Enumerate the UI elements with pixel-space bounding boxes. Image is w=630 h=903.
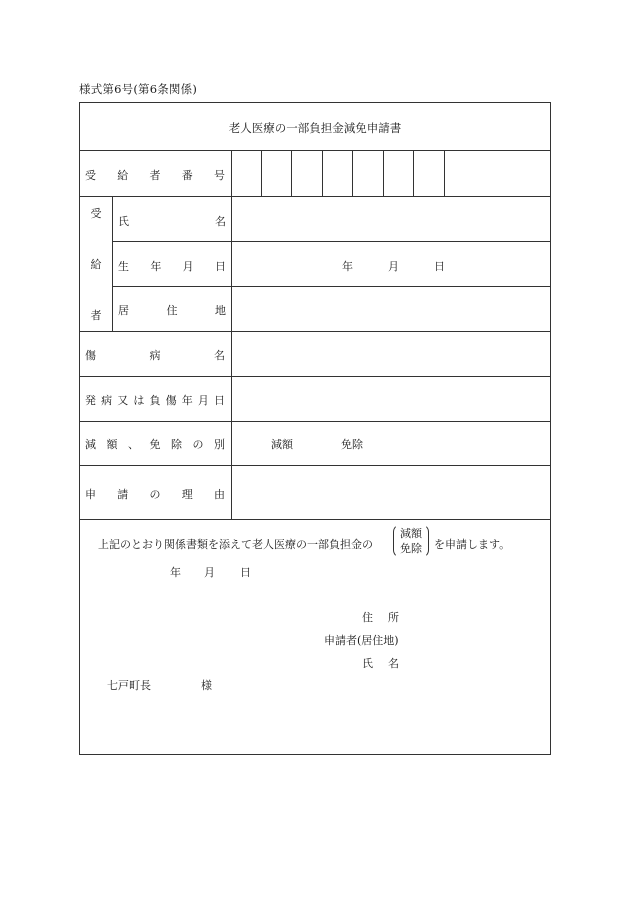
label-char: 者 [90, 309, 102, 322]
label-char: 給 [117, 169, 129, 182]
label-char: 名 [214, 349, 225, 362]
label-char: 給 [90, 258, 102, 271]
row-divider [80, 376, 550, 377]
birth-month-marker: 月 [388, 260, 399, 273]
label-char: 生 [118, 260, 129, 273]
recipient-group-divider [112, 196, 113, 331]
label-char: 負 [149, 394, 161, 407]
type-option-exemption: 免除 [341, 438, 363, 451]
type-option-reduction: 減額 [271, 438, 293, 451]
label-char: 名 [215, 215, 226, 228]
label-char: 請 [117, 488, 129, 501]
number-box-divider [291, 150, 292, 196]
label-char: 由 [214, 488, 225, 501]
label-char: 免 [149, 438, 161, 451]
label-char: 受 [90, 207, 102, 220]
label-char: 別 [214, 438, 225, 451]
label-char: 住 [166, 304, 178, 317]
applicant-name-label-2: 名 [388, 657, 399, 670]
label-char: 年 [150, 260, 162, 273]
label-char: 病 [149, 349, 161, 362]
row-divider [112, 241, 550, 242]
label-char: 日 [214, 394, 225, 407]
label-column-divider [231, 150, 232, 519]
label-char: 月 [197, 394, 209, 407]
number-box-divider [383, 150, 384, 196]
label-char: 減 [85, 438, 96, 451]
label-char: 除 [171, 438, 182, 451]
honorific: 様 [201, 679, 212, 692]
label-char: 傷 [165, 394, 177, 407]
reduction-exemption-type-label [85, 436, 225, 452]
row-divider [80, 196, 550, 197]
label-char: 理 [181, 488, 193, 501]
reason-label [85, 486, 225, 502]
number-box-divider [352, 150, 353, 196]
applicant-name-label-1: 氏 [362, 657, 373, 670]
label-char: 者 [149, 169, 161, 182]
application-month-marker: 月 [204, 566, 215, 579]
label-char: 年 [181, 394, 193, 407]
row-divider [80, 421, 550, 422]
applicant-address-label-1: 住 [362, 611, 373, 624]
label-char: の [192, 438, 204, 451]
name-label [118, 213, 226, 229]
label-char: は [133, 394, 145, 407]
row-divider [80, 150, 550, 151]
row-divider [112, 286, 550, 287]
label-char: 発 [85, 394, 96, 407]
application-form [79, 102, 551, 755]
label-char: 受 [85, 169, 96, 182]
row-divider [80, 465, 550, 466]
label-char: の [149, 488, 161, 501]
birth-date-label [118, 258, 226, 274]
statement-bracket-options: 減額 免除 [400, 527, 422, 555]
label-char: 番 [181, 169, 193, 182]
label-char: 地 [215, 304, 226, 317]
label-char: 居 [118, 304, 129, 317]
birth-day-marker: 日 [434, 260, 445, 273]
label-char: 申 [85, 488, 96, 501]
label-char: 日 [214, 260, 226, 273]
row-divider [80, 331, 550, 332]
disease-label [85, 347, 225, 363]
number-box-divider [261, 150, 262, 196]
label-char: 、 [128, 438, 139, 451]
recipient-number-label [85, 167, 225, 183]
application-day-marker: 日 [240, 566, 251, 579]
label-char: 傷 [85, 349, 96, 362]
form-number-label: 様式第6号(第6条関係) [79, 82, 198, 96]
label-char: 号 [214, 169, 225, 182]
label-char: 額 [106, 438, 118, 451]
label-char: 氏 [118, 215, 129, 228]
form-title: 老人医療の一部負担金減免申請書 [228, 121, 402, 135]
label-char: 又 [117, 394, 129, 407]
number-box-divider [444, 150, 445, 196]
recipient-group-label [80, 205, 112, 323]
label-char: 月 [182, 260, 194, 273]
onset-date-label [85, 392, 225, 408]
address-label [118, 302, 226, 318]
application-year-marker: 年 [170, 566, 181, 579]
addressee: 七戸町長 [107, 679, 151, 692]
applicant-label: 申請者(居住地) [324, 634, 399, 647]
applicant-address-label-2: 所 [388, 611, 399, 624]
row-divider [80, 519, 550, 520]
number-box-divider [413, 150, 414, 196]
label-char: 病 [101, 394, 113, 407]
birth-year-marker: 年 [342, 260, 353, 273]
statement-text: 上記のとおり関係書類を添えて老人医療の一部負担金の [98, 538, 373, 551]
number-box-divider [322, 150, 323, 196]
statement-suffix: を申請します。 [434, 538, 511, 551]
